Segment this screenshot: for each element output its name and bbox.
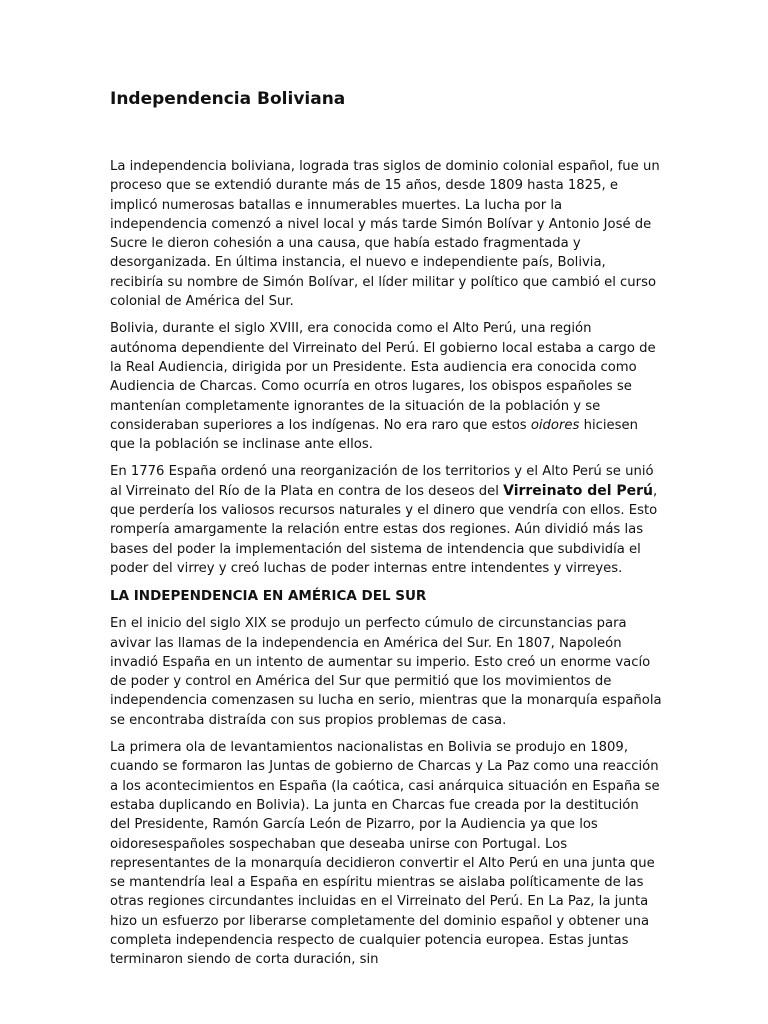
bold-term: Virreinato del Perú: [503, 482, 654, 499]
paragraph-alto-peru: [110, 319, 662, 454]
paragraph-text: hiciesen que la población se inclinase ante ellos.: [110, 417, 638, 453]
section-heading: LA INDEPENDENCIA EN AMÉRICA DEL SUR: [110, 588, 427, 605]
paragraph-america-del-sur: En el inicio del siglo XIX se produjo un perfecto cúmulo de circunstancias para avivar las llamas de la independencia en América del Sur. En 1807, Napoleón invadió España en un intento de aumentar su imperio. Esto creó un enorme vacío de poder y control en América del Sur que permitió que los movimientos de independencia comenzasen su lucha en serio, mientras que la monarquía española se encontraba distraída con sus propios problemas de casa.: [110, 616, 662, 728]
paragraph-text: , que perdería los valiosos recursos naturales y el dinero que vendría con ellos. Esto rompería amargamente la relación entre estas dos regiones. Aún dividió más las bases del poder la implementación del sistema de intendencia que subdividía el poder del virrey y creó luchas de poder internas entre intendentes y virreyes.: [110, 483, 658, 576]
page-title: Independencia Boliviana: [110, 89, 346, 109]
paragraph-text: Bolivia, durante el siglo XVIII, era conocida como el Alto Perú, una región autónoma dependiente del Virreinato del Perú. El gobierno local estaba a cargo de la Real Audiencia, dirigida por un Presidente. Esta audiencia era conocida como Audiencia de Charcas. Como ocurría en otros lugares, los obispos españoles se mantenían completamente ignorantes de la situación de la población y se consideraban superiores a los indígenas. No era raro que estos: [110, 321, 656, 433]
paragraph-text: En 1776 España ordenó una reorganización de los territorios y el Alto Perú se unió al Virreinato del Río de la Plata en contra de los deseos del: [110, 464, 654, 499]
paragraph-reorganizacion: [110, 462, 662, 578]
document-body: [110, 88, 662, 978]
paragraph-intro: La independencia boliviana, lograda tras siglos de dominio colonial español, fue un proceso que se extendió durante más de 15 años, desde 1809 hasta 1825, e implicó numerosas batallas e innumerables muertes. La lucha por la independencia comenzó a nivel local y más tarde Simón Bolívar y Antonio José de Sucre le dieron cohesión a una causa, que había estado fragmentada y desorganizada. En última instancia, el nuevo e independiente país, Bolivia, recibiría su nombre de Simón Bolívar, el líder militar y político que cambió el curso colonial de América del Sur.: [110, 159, 660, 310]
paragraph-primera-ola: La primera ola de levantamientos nacionalistas en Bolivia se produjo en 1809, cuando se formaron las Juntas de gobierno de Charcas y La Paz como una reacción a los acontecimientos en España (la caótica, casi anárquica situación en España se estaba duplicando en Bolivia). La junta en Charcas fue creada por la destitución del Presidente, Ramón García León de Pizarro, por la Audiencia ya que los oidoresespañoles sospechaban que deseaba unirse con Portugal. Los representantes de la monarquía decidieron convertir el Alto Perú en una junta que se mantendría leal a España en espíritu mientras se aislaba políticamente de las otras regiones circundantes incluidas en el Virreinato del Perú. En La Paz, la junta hizo un esfuerzo por liberarse completamente del dominio español y obtener una completa independencia respecto de cualquier potencia europea. Estas juntas terminaron siendo de corta duración, sin: [110, 740, 660, 968]
italic-term: oidores: [530, 417, 580, 433]
